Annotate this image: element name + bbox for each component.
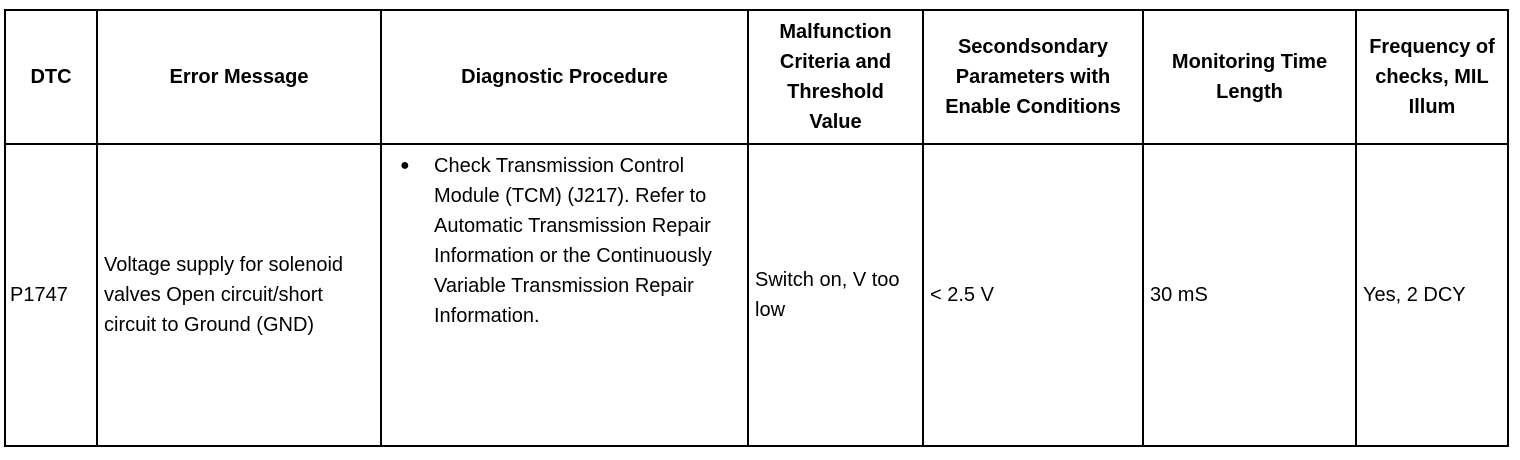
header-monitoring-time: Monitoring Time Length — [1143, 10, 1356, 144]
dtc-table — [4, 9, 1509, 447]
cell-error-message: Voltage supply for solenoid valves Open circuit/short circuit to Ground (GND) — [97, 144, 381, 446]
procedure-text: Check Transmission Control Module (TCM) (J217). Refer to Automatic Transmission Repair Information or the Continuously Variable Transmission Repair Information. — [434, 155, 712, 327]
table-header-row — [5, 10, 1508, 144]
header-diagnostic-procedure: Diagnostic Procedure — [381, 10, 748, 144]
cell-secondary-parameters: < 2.5 V — [923, 144, 1143, 446]
header-secondary-parameters: Secondsondary Parameters with Enable Conditions — [923, 10, 1143, 144]
header-malfunction-criteria: Malfunction Criteria and Threshold Value — [748, 10, 923, 144]
dtc-table-container — [4, 9, 1507, 447]
bullet-icon: ● — [400, 157, 410, 174]
cell-monitoring-time: 30 mS — [1143, 144, 1356, 446]
header-frequency: Frequency of checks, MIL Illum — [1356, 10, 1508, 144]
cell-malfunction-criteria: Switch on, V too low — [748, 144, 923, 446]
cell-diagnostic-procedure — [381, 144, 748, 446]
header-dtc: DTC — [5, 10, 97, 144]
cell-dtc: P1747 — [5, 144, 97, 446]
header-error-message: Error Message — [97, 10, 381, 144]
procedure-list-item — [400, 151, 741, 331]
cell-frequency: Yes, 2 DCY — [1356, 144, 1508, 446]
table-row — [5, 144, 1508, 446]
